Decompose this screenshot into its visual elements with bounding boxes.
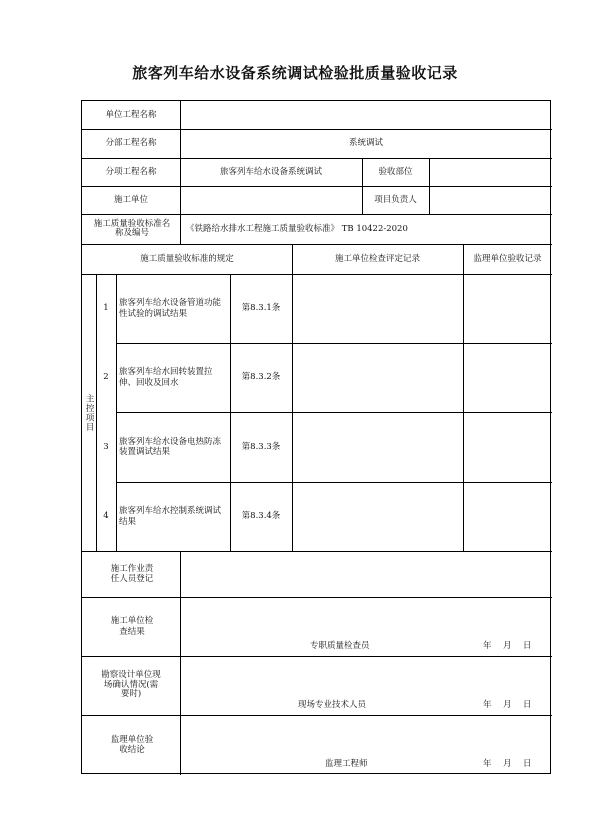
responsible-value[interactable] bbox=[180, 551, 552, 597]
main-items-label: 主控项目 bbox=[84, 393, 95, 432]
item-no: 4 bbox=[103, 511, 109, 522]
year-label: 年 bbox=[483, 700, 492, 710]
item-contractor-check-cell[interactable] bbox=[292, 412, 463, 482]
acceptance-part-label: 验收部位 bbox=[378, 166, 413, 177]
item-no: 3 bbox=[103, 441, 109, 452]
acceptance-record-table bbox=[81, 100, 551, 774]
item-contractor-check-cell[interactable] bbox=[292, 274, 463, 343]
site-tech-label: 现场专业技术人员 bbox=[298, 700, 367, 710]
item-contractor-check-cell[interactable] bbox=[292, 343, 463, 412]
contractor-result-label: 施工单位检查结果 bbox=[110, 616, 154, 637]
item-no: 2 bbox=[103, 372, 109, 383]
day-label: 日 bbox=[523, 641, 532, 651]
item-supervisor-cell[interactable] bbox=[463, 274, 552, 343]
col-contractor-check: 施工单位检查评定记录 bbox=[334, 253, 420, 264]
year-label: 年 bbox=[483, 641, 492, 651]
project-manager-value[interactable] bbox=[429, 186, 552, 214]
item-text: 旅客列车给水回转装置拉伸、回收及回水 bbox=[119, 367, 213, 388]
acceptance-part-value[interactable] bbox=[429, 158, 552, 186]
month-label: 月 bbox=[503, 759, 512, 769]
division-value[interactable]: 系统调试 bbox=[348, 138, 383, 149]
standard-value: 《铁路给水排水工程施工质量验收标准》 TB 10422-2020 bbox=[186, 223, 408, 234]
col-spec: 施工质量验收标准的规定 bbox=[140, 253, 234, 264]
year-label: 年 bbox=[483, 759, 492, 769]
standard-label: 施工质量验收标准名称及编号 bbox=[93, 219, 171, 238]
item-supervisor-cell[interactable] bbox=[463, 482, 552, 551]
month-label: 月 bbox=[503, 700, 512, 710]
supervisor-label: 监理单位验收结论 bbox=[110, 734, 154, 755]
contractor-label: 施工单位 bbox=[113, 194, 148, 205]
design-label: 勘察设计单位现场确认情况(需要时) bbox=[101, 670, 161, 700]
page-title: 旅客列车给水设备系统调试检验批质量验收记录 bbox=[132, 64, 458, 82]
item-contractor-check-cell[interactable] bbox=[292, 482, 463, 551]
project-manager-label: 项目负责人 bbox=[374, 194, 417, 205]
item-text: 旅客列车给水控制系统调试结果 bbox=[119, 506, 222, 527]
unit-project-value[interactable] bbox=[180, 101, 552, 129]
col-supervisor-record: 监理单位验收记录 bbox=[473, 253, 542, 264]
supervising-engineer-label: 监理工程师 bbox=[325, 759, 368, 769]
item-text: 旅客列车给水设备管道功能性试验的调试结果 bbox=[119, 298, 222, 319]
item-clause: 第8.3.4条 bbox=[241, 511, 281, 522]
item-text: 旅客列车给水设备电热防冻装置调试结果 bbox=[119, 436, 222, 457]
item-no: 1 bbox=[103, 303, 109, 314]
contractor-value[interactable] bbox=[180, 186, 362, 214]
item-supervisor-cell[interactable] bbox=[463, 412, 552, 482]
month-label: 月 bbox=[503, 641, 512, 651]
item-clause: 第8.3.3条 bbox=[241, 441, 281, 452]
day-label: 日 bbox=[523, 700, 532, 710]
qc-inspector-label: 专职质量检查员 bbox=[310, 641, 370, 651]
responsible-label: 施工作业责任人员登记 bbox=[110, 563, 154, 584]
item-clause: 第8.3.2条 bbox=[241, 372, 281, 383]
item-supervisor-cell[interactable] bbox=[463, 343, 552, 412]
subdivision-label: 分项工程名称 bbox=[105, 166, 157, 177]
subdivision-value[interactable]: 旅客列车给水设备系统调试 bbox=[219, 166, 322, 177]
item-clause: 第8.3.1条 bbox=[241, 303, 281, 314]
day-label: 日 bbox=[523, 759, 532, 769]
division-label: 分部工程名称 bbox=[105, 138, 157, 149]
unit-project-label: 单位工程名称 bbox=[105, 109, 157, 120]
